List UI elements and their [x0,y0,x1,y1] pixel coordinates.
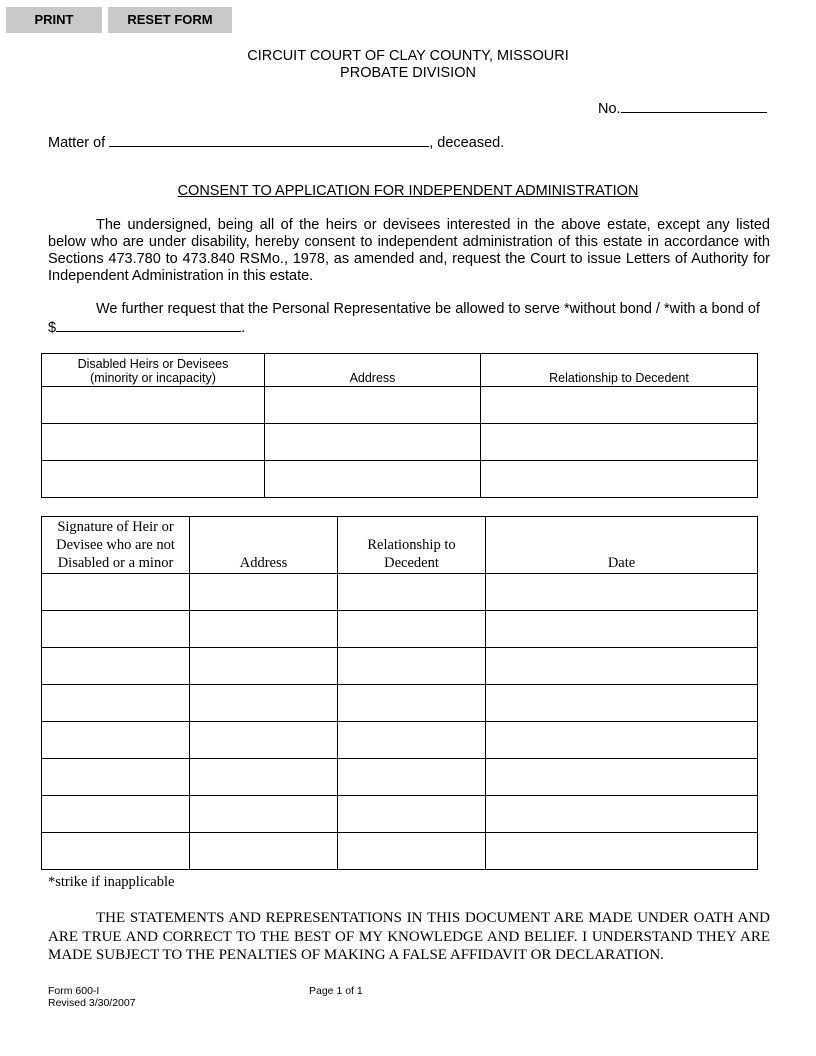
table-cell[interactable] [265,387,481,424]
table-cell[interactable] [42,461,265,498]
table-header-row [42,517,758,574]
table-cell[interactable] [42,611,190,648]
case-number-field[interactable] [621,99,767,113]
division-name: PROBATE DIVISION [340,65,476,81]
address-header: Address [265,354,481,387]
table-row [42,685,758,722]
table-cell[interactable] [42,648,190,685]
table-cell[interactable] [486,685,758,722]
table-row [42,387,758,424]
table-cell[interactable] [42,796,190,833]
table-cell[interactable] [338,796,486,833]
table-cell[interactable] [42,574,190,611]
table-cell[interactable] [338,574,486,611]
table-cell[interactable] [486,574,758,611]
page-number: Page 1 of 1 [309,985,363,997]
disabled-heirs-table [41,353,758,498]
consent-paragraph [48,217,770,285]
matter-row [48,133,504,151]
table-cell[interactable] [42,387,265,424]
table-cell[interactable] [190,796,338,833]
table-cell[interactable] [486,722,758,759]
revised-date: Revised 3/30/2007 [48,997,136,1009]
table-cell[interactable] [42,759,190,796]
deceased-label: , deceased. [429,135,505,151]
table-cell[interactable] [486,611,758,648]
table-cell[interactable] [486,759,758,796]
table-cell[interactable] [42,833,190,870]
oath-statement [48,909,770,965]
table-cell[interactable] [265,424,481,461]
relationship-header: Relationship to Decedent [338,517,486,574]
table-row [42,424,758,461]
table-row [42,796,758,833]
table-cell[interactable] [338,611,486,648]
table-cell[interactable] [338,722,486,759]
table-cell[interactable] [190,574,338,611]
currency-symbol: $ [48,320,57,336]
address-header: Address [190,517,338,574]
form-title: CONSENT TO APPLICATION FOR INDEPENDENT ADMINISTRATION [177,183,639,199]
table-cell[interactable] [190,722,338,759]
court-name: CIRCUIT COURT OF CLAY COUNTY, MISSOURI [247,48,569,64]
table-cell[interactable] [481,387,758,424]
table-row [42,461,758,498]
table-row [42,833,758,870]
bond-period: . [241,320,246,336]
table-row [42,611,758,648]
table-cell[interactable] [486,833,758,870]
table-cell[interactable] [338,833,486,870]
table-cell[interactable] [338,648,486,685]
table-cell[interactable] [190,685,338,722]
table-cell[interactable] [190,648,338,685]
bond-amount-field[interactable] [56,318,241,332]
table-cell[interactable] [486,796,758,833]
consent-text: The undersigned, being all of the heirs or devisees interested in the above estate, except any listed below who are under disability, hereby consent to independent administration of this estate in accordance with Sections 473.780 to 473.840 RSMo., 1978, as amended and, request the Court to issue Letters of Authority for Independent Administration in this estate. [48,217,770,284]
table-cell[interactable] [265,461,481,498]
table-cell[interactable] [486,648,758,685]
table-row [42,759,758,796]
case-number-label: No. [598,101,621,117]
table-row [42,648,758,685]
matter-label: Matter of [48,135,106,151]
bond-text: We further request that the Personal Representative be allowed to serve *without bond / *with a bond of [96,301,760,317]
table-cell[interactable] [190,611,338,648]
table-cell[interactable] [42,722,190,759]
case-number-row [598,99,767,117]
table-cell[interactable] [338,685,486,722]
table-cell[interactable] [42,685,190,722]
table-cell[interactable] [42,424,265,461]
relationship-header: Relationship to Decedent [481,354,758,387]
signature-table [41,516,758,870]
reset-form-button[interactable]: RESET FORM [108,7,232,33]
table-cell[interactable] [481,461,758,498]
table-row [42,722,758,759]
date-header: Date [486,517,758,574]
table-cell[interactable] [481,424,758,461]
bond-amount-row [48,318,245,336]
print-button[interactable]: PRINT [6,7,102,33]
matter-name-field[interactable] [109,133,429,147]
table-cell[interactable] [338,759,486,796]
form-number: Form 600-I [48,985,100,997]
disabled-heirs-header: Disabled Heirs or Devisees (minority or incapacity) [42,354,265,387]
table-row [42,574,758,611]
oath-text: THE STATEMENTS AND REPRESENTATIONS IN THIS DOCUMENT ARE MADE UNDER OATH AND ARE TRUE AND CORRECT TO THE BEST OF MY KNOWLEDGE AND BELIEF. I UNDERSTAND THEY ARE MADE SUBJECT TO THE PENALTIES OF MAKING A FALSE AFFIDAVIT OR DECLARATION. [48,910,770,963]
table-header-row [42,354,758,387]
footnote: *strike if inapplicable [48,874,175,890]
table-cell[interactable] [190,759,338,796]
table-cell[interactable] [190,833,338,870]
bond-paragraph [48,301,770,318]
signature-header: Signature of Heir or Devisee who are not Disabled or a minor [42,517,190,574]
